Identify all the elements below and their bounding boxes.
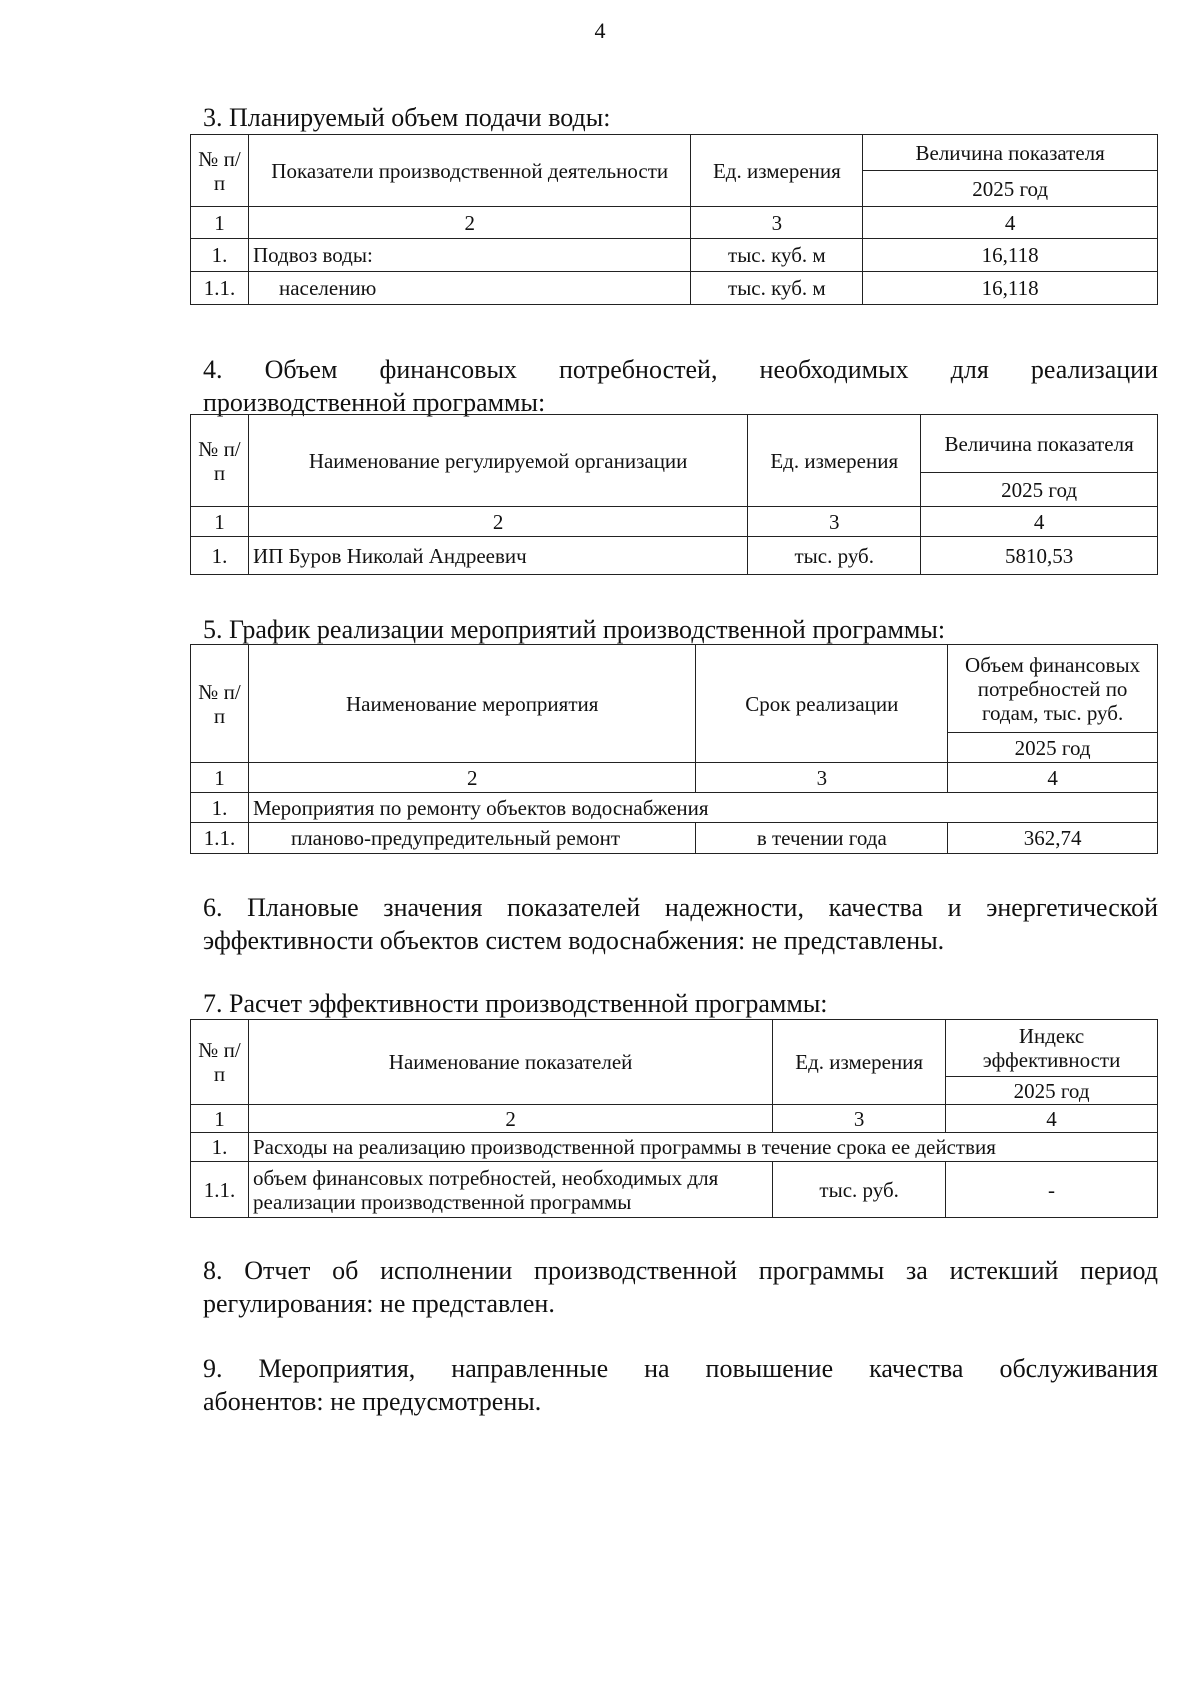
header-no: № п/п [191,1020,249,1105]
col-number: 4 [863,207,1158,239]
header-year: 2025 год [921,473,1158,507]
section-6-text: 6. Плановые значения показателей надежности, качества и энергетической эффективности объектов систем водоснабжения: не представлены. [203,893,1158,955]
section-4-title [203,353,1158,419]
section-9-text-line-1: 9. Мероприятия, направленные на повышение качества обслуживания [203,1354,1158,1383]
page-number: 4 [594,18,606,43]
row-value: - [946,1162,1158,1218]
row-value: 5810,53 [921,537,1158,575]
col-number: 4 [948,763,1158,793]
section-9-text-line-2: абонентов: не предусмотрены. [203,1387,542,1416]
header-year: 2025 год [946,1077,1158,1105]
table-row [191,272,1158,305]
header-no: № п/п [191,645,249,763]
col-number: 1 [191,507,249,537]
section-8-text-line-1: 8. Отчет об исполнении производственной программы за истекший период [203,1256,1158,1285]
col-number: 2 [248,1105,772,1133]
row-term: в течении года [696,823,948,854]
row-value: 16,118 [863,239,1158,272]
table-group-row [191,1133,1158,1162]
row-no: 1. [191,793,249,823]
section-4-title-line-2: производственной программы: [203,388,546,417]
row-name: Расходы на реализацию производственной программы в течение срока ее действия [248,1133,1157,1162]
header-name: Наименование мероприятия [248,645,696,763]
header-unit: Ед. измерения [748,415,921,507]
section-5-title: 5. График реализации мероприятий производственной программы: [203,615,946,644]
col-number: 2 [248,207,691,239]
row-name: ИП Буров Николай Андреевич [248,537,747,575]
row-name: Подвоз воды: [248,239,691,272]
water-supply-table [190,134,1158,305]
header-value: Величина показателя [921,415,1158,473]
row-no: 1.1. [191,272,249,305]
section-8-text [203,1254,1158,1320]
col-number: 3 [696,763,948,793]
header-indicator: Показатели производственной деятельности [248,135,691,207]
header-org: Наименование регулируемой организации [248,415,747,507]
row-name: планово-предупредительный ремонт [248,823,696,854]
row-no: 1.1. [191,823,249,854]
header-finance: Объем финансовых потребностей по годам, тыс. руб. [948,645,1158,733]
col-number: 2 [248,507,747,537]
header-unit: Ед. измерения [691,135,863,207]
header-name: Наименование показателей [248,1020,772,1105]
row-no: 1. [191,239,249,272]
table-group-row [191,793,1158,823]
table-row [191,537,1158,575]
section-9-text [203,1352,1158,1418]
section-8-text-line-2: регулирования: не представлен. [203,1289,555,1318]
table-row [191,823,1158,854]
row-unit: тыс. куб. м [691,272,863,305]
row-value: 362,74 [948,823,1158,854]
row-name: объем финансовых потребностей, необходимых для реализации производственной программы [248,1162,772,1218]
col-number: 3 [691,207,863,239]
col-number: 3 [773,1105,946,1133]
table-row [191,239,1158,272]
col-number: 4 [946,1105,1158,1133]
row-name: Мероприятия по ремонту объектов водоснабжения [248,793,1157,823]
row-no: 1.1. [191,1162,249,1218]
col-number: 1 [191,207,249,239]
header-no: № п/п [191,135,249,207]
section-4-title-line-1: 4. Объем финансовых потребностей, необходимых для реализации [203,355,1158,384]
row-unit: тыс. руб. [773,1162,946,1218]
col-number: 2 [248,763,696,793]
row-no: 1. [191,537,249,575]
schedule-table [190,644,1158,854]
col-number: 4 [921,507,1158,537]
col-number: 1 [191,763,249,793]
col-number: 1 [191,1105,249,1133]
header-value: Величина показателя [863,135,1158,171]
header-index: Индекс эффективности [946,1020,1158,1077]
section-3-title: 3. Планируемый объем подачи воды: [203,103,611,132]
header-year: 2025 год [863,171,1158,207]
table-row [191,1162,1158,1218]
header-no: № п/п [191,415,249,507]
efficiency-table [190,1019,1158,1218]
row-value: 16,118 [863,272,1158,305]
col-number: 3 [748,507,921,537]
row-unit: тыс. руб. [748,537,921,575]
row-unit: тыс. куб. м [691,239,863,272]
row-no: 1. [191,1133,249,1162]
finance-needs-table [190,414,1158,575]
header-year: 2025 год [948,733,1158,763]
header-term: Срок реализации [696,645,948,763]
section-7-title: 7. Расчет эффективности производственной программы: [203,989,828,1018]
row-name: населению [248,272,691,305]
header-unit: Ед. измерения [773,1020,946,1105]
